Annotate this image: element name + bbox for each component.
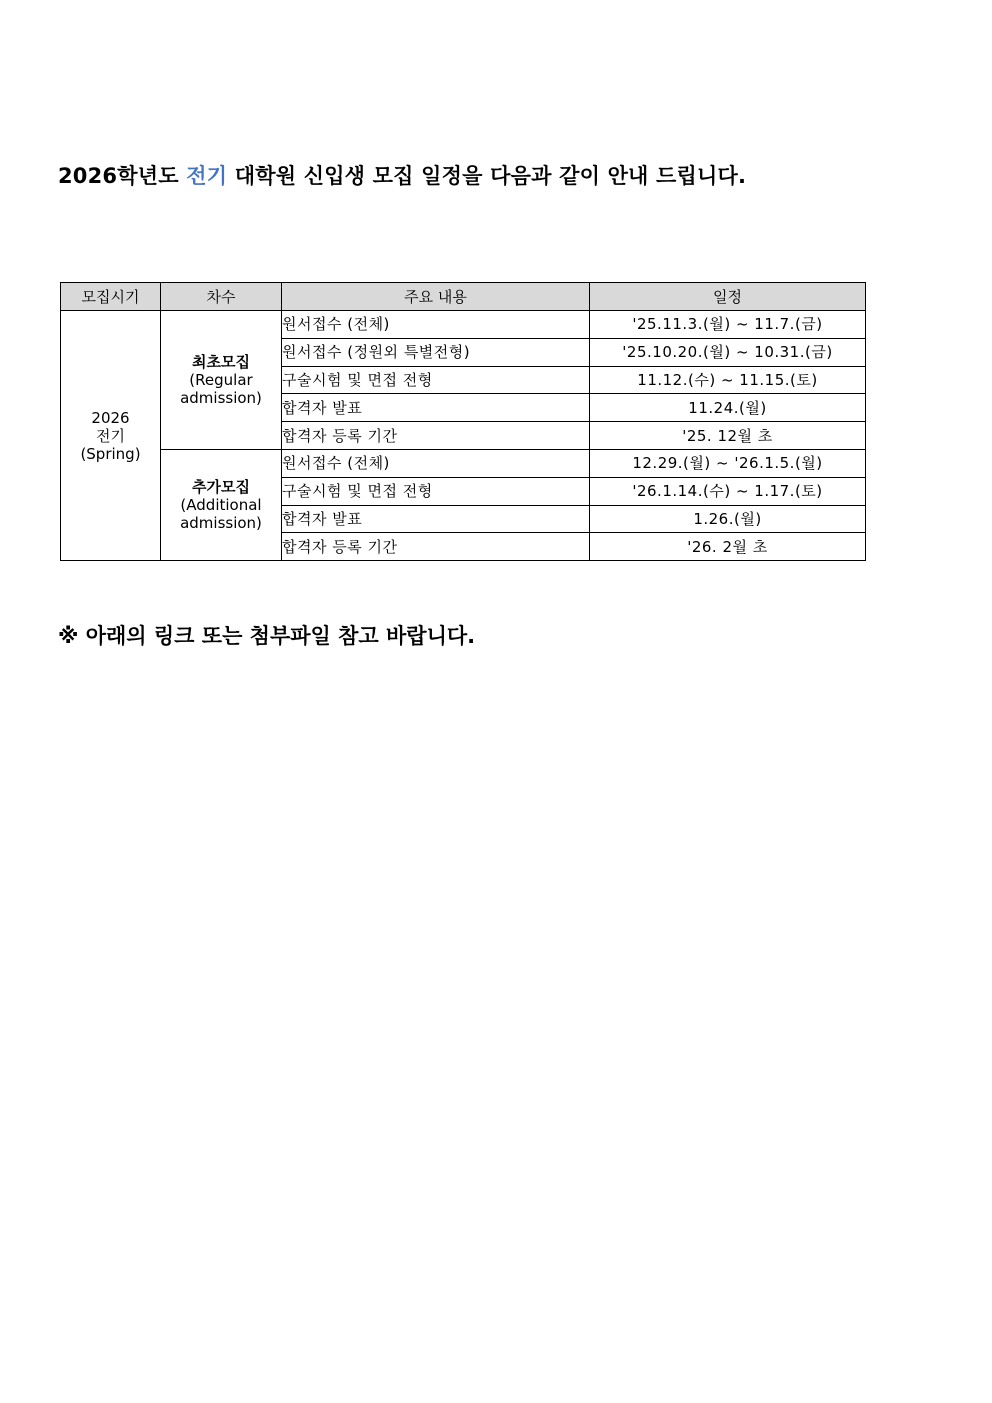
round-en-line1-additional: (Additional (180, 496, 262, 515)
reference-note: ※ 아래의 링크 또는 첨부파일 참고 바랍니다. (58, 624, 476, 648)
period-cell (61, 311, 161, 561)
round-title-additional: 추가모집 (192, 478, 250, 497)
date-cell: '26. 2월 초 (590, 533, 866, 561)
date-cell: 11.24.(월) (590, 394, 866, 422)
period-year: 2026 (91, 408, 130, 427)
content-cell: 합격자 등록 기간 (282, 422, 590, 450)
table-header-row (61, 283, 866, 311)
notice-headline (58, 160, 746, 190)
content-cell: 합격자 발표 (282, 505, 590, 533)
content-cell: 구술시험 및 면접 전형 (282, 366, 590, 394)
headline-suffix: 대학원 신입생 모집 일정을 다음과 같이 안내 드립니다. (234, 164, 747, 188)
content-cell: 원서접수 (정원외 특별전형) (282, 338, 590, 366)
date-cell: 12.29.(월) ~ '26.1.5.(월) (590, 449, 866, 477)
headline-accent-term: 전기 (186, 164, 228, 188)
content-cell: 구술시험 및 면접 전형 (282, 477, 590, 505)
admission-schedule-table (60, 282, 866, 561)
header-content: 주요 내용 (282, 283, 590, 311)
date-cell: 11.12.(수) ~ 11.15.(토) (590, 366, 866, 394)
period-term: 전기 (96, 426, 125, 445)
header-round: 차수 (161, 283, 282, 311)
table-row (61, 311, 866, 339)
round-title-regular: 최초모집 (192, 352, 250, 371)
date-cell: 1.26.(월) (590, 505, 866, 533)
round-cell-regular (161, 311, 282, 450)
content-cell: 원서접수 (전체) (282, 311, 590, 339)
content-cell: 합격자 등록 기간 (282, 533, 590, 561)
content-cell: 원서접수 (전체) (282, 449, 590, 477)
round-en-line1-regular: (Regular (189, 370, 253, 389)
date-cell: '26.1.14.(수) ~ 1.17.(토) (590, 477, 866, 505)
content-cell: 합격자 발표 (282, 394, 590, 422)
date-cell: '25. 12월 초 (590, 422, 866, 450)
round-cell-additional (161, 449, 282, 560)
period-term-en: (Spring) (80, 444, 141, 463)
header-schedule: 일정 (590, 283, 866, 311)
date-cell: '25.11.3.(월) ~ 11.7.(금) (590, 311, 866, 339)
header-period: 모집시기 (61, 283, 161, 311)
round-en-line2-regular: admission) (180, 388, 262, 407)
date-cell: '25.10.20.(월) ~ 10.31.(금) (590, 338, 866, 366)
headline-prefix: 2026학년도 (58, 164, 179, 188)
table-row (61, 449, 866, 477)
round-en-line2-additional: admission) (180, 514, 262, 533)
